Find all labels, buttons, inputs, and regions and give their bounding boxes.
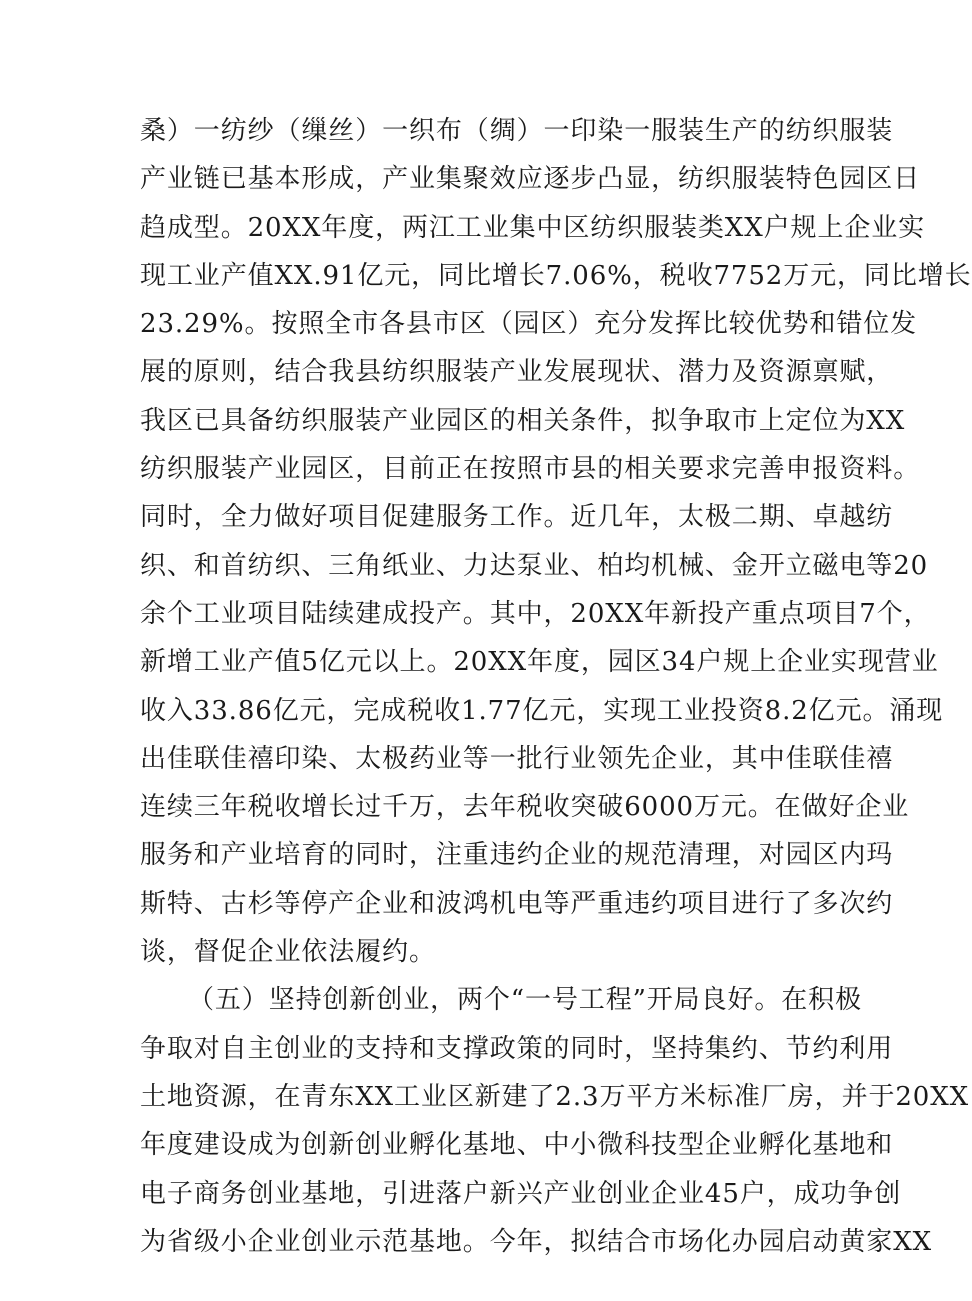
- text-line-23: 电子商务创业基地，引进落户新兴产业创业企业45户，成功争创: [140, 1178, 902, 1209]
- text-line-7: 我区已具备纺织服装产业园区的相关条件，拟争取市上定位为XX: [140, 405, 906, 436]
- text-line-12: 新增工业产值5亿元以上。20XX年度，园区34户规上企业实现营业: [140, 647, 939, 678]
- text-line-3: 趋成型。20XX年度，两江工业集中区纺织服装类XX户规上企业实: [140, 212, 926, 243]
- text-line-16: 服务和产业培育的同时，注重违约企业的规范清理，对园区内玛: [140, 840, 894, 871]
- text-line-18: 谈，督促企业依法履约。: [140, 937, 436, 968]
- text-line-10: 织、和首纺织、三角纸业、力达泵业、柏均机械、金开立磁电等20: [140, 550, 929, 581]
- text-line-5: 23.29%。按照全市各县市区（园区）充分发挥比较优势和错位发: [140, 309, 918, 340]
- text-line-13: 收入33.86亿元，完成税收1.77亿元，实现工业投资8.2亿元。涌现: [140, 695, 944, 726]
- text-line-24: 为省级小企业创业示范基地。今年，拟结合市场化办园启动黄家XX: [140, 1226, 933, 1257]
- text-line-1: 桑）一纺纱（缫丝）一织布（绸）一印染一服装生产的纺织服装: [140, 116, 894, 146]
- text-line-6: 展的原则，结合我县纺织服装产业发展现状、潜力及资源禀赋，: [140, 357, 894, 388]
- text-line-14: 出佳联佳禧印染、太极药业等一批行业领先企业，其中佳联佳禧: [140, 743, 894, 774]
- text-line-8: 纺织服装产业园区，目前正在按照市县的相关要求完善申报资料。: [140, 454, 921, 485]
- body-text: [140, 107, 972, 1266]
- text-line-15: 连续三年税收增长过千万，去年税收突破6000万元。在做好企业: [140, 792, 910, 823]
- text-line-21: 土地资源，在青东XX工业区新建了2.3万平方米标准厂房，并于20XX: [140, 1081, 970, 1112]
- text-line-22: 年度建设成为创新创业孵化基地、中小微科技型企业孵化基地和: [140, 1130, 894, 1161]
- text-line-20: 争取对自主创业的支持和支撑政策的同时，坚持集约、节约利用: [140, 1033, 894, 1064]
- text-line-4: 现工业产值XX.91亿元，同比增长7.06%，税收7752万元，同比增长: [140, 260, 972, 291]
- text-line-9: 同时，全力做好项目促建服务工作。近几年，太极二期、卓越纺: [140, 502, 894, 533]
- section-heading-line: （五）坚持创新创业，两个“一号工程”开局良好。在积极: [188, 985, 862, 1016]
- text-line-2: 产业链已基本形成，产业集聚效应逐步凸显，纺织服装特色园区日: [140, 164, 921, 195]
- text-line-17: 斯特、古杉等停产企业和波鸿机电等严重违约项目进行了多次约: [140, 888, 894, 919]
- text-line-11: 余个工业项目陆续建成投产。其中，20XX年新投产重点项目7个，: [140, 598, 931, 629]
